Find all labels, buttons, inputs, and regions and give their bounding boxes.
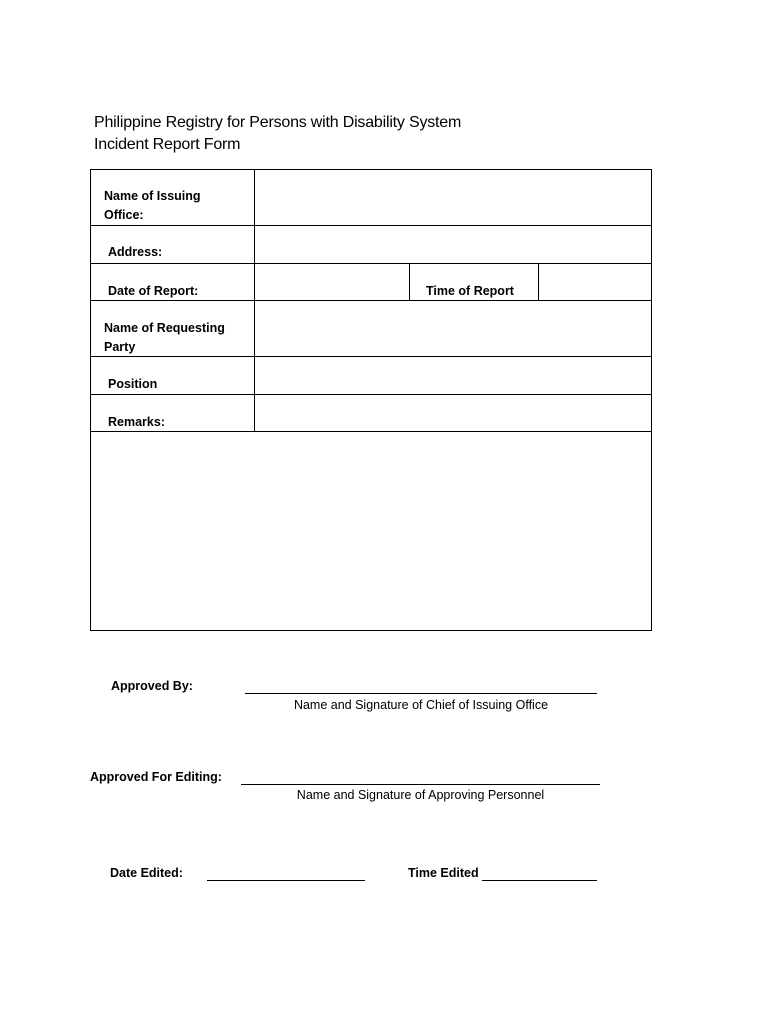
column-divider	[409, 263, 410, 301]
date-edited-label: Date Edited:	[110, 866, 183, 880]
position-label: Position	[108, 377, 158, 391]
form-subtitle: Incident Report Form	[94, 136, 241, 153]
approved-editing-label: Approved For Editing:	[90, 770, 222, 784]
time-of-report-field[interactable]	[539, 264, 651, 300]
remarks-header-field[interactable]	[255, 395, 651, 431]
requesting-party-label: Name of Requesting Party	[104, 321, 225, 354]
approved-editing-signature-line[interactable]	[241, 784, 600, 785]
approved-by-caption: Name and Signature of Chief of Issuing Office	[293, 698, 549, 712]
issuing-office-field[interactable]	[255, 170, 651, 225]
date-of-report-label: Date of Report:	[108, 284, 199, 298]
address-field[interactable]	[255, 226, 651, 263]
date-edited-line[interactable]	[207, 880, 365, 881]
time-edited-line[interactable]	[482, 880, 597, 881]
form-title: Philippine Registry for Persons with Disability System	[94, 114, 462, 131]
remarks-text-area[interactable]	[91, 432, 651, 630]
address-label: Address:	[108, 245, 163, 259]
approved-editing-caption: Name and Signature of Approving Personnel	[296, 788, 545, 802]
date-of-report-field[interactable]	[255, 264, 409, 300]
position-field[interactable]	[255, 357, 651, 394]
approved-by-label: Approved By:	[111, 679, 193, 693]
time-edited-label: Time Edited	[408, 866, 479, 880]
remarks-label: Remarks:	[108, 415, 165, 429]
issuing-office-label: Name of Issuing Office:	[104, 189, 201, 222]
time-of-report-label: Time of Report	[426, 284, 514, 298]
requesting-party-field[interactable]	[255, 301, 651, 356]
incident-report-table	[90, 169, 652, 631]
approved-by-signature-line[interactable]	[245, 693, 597, 694]
